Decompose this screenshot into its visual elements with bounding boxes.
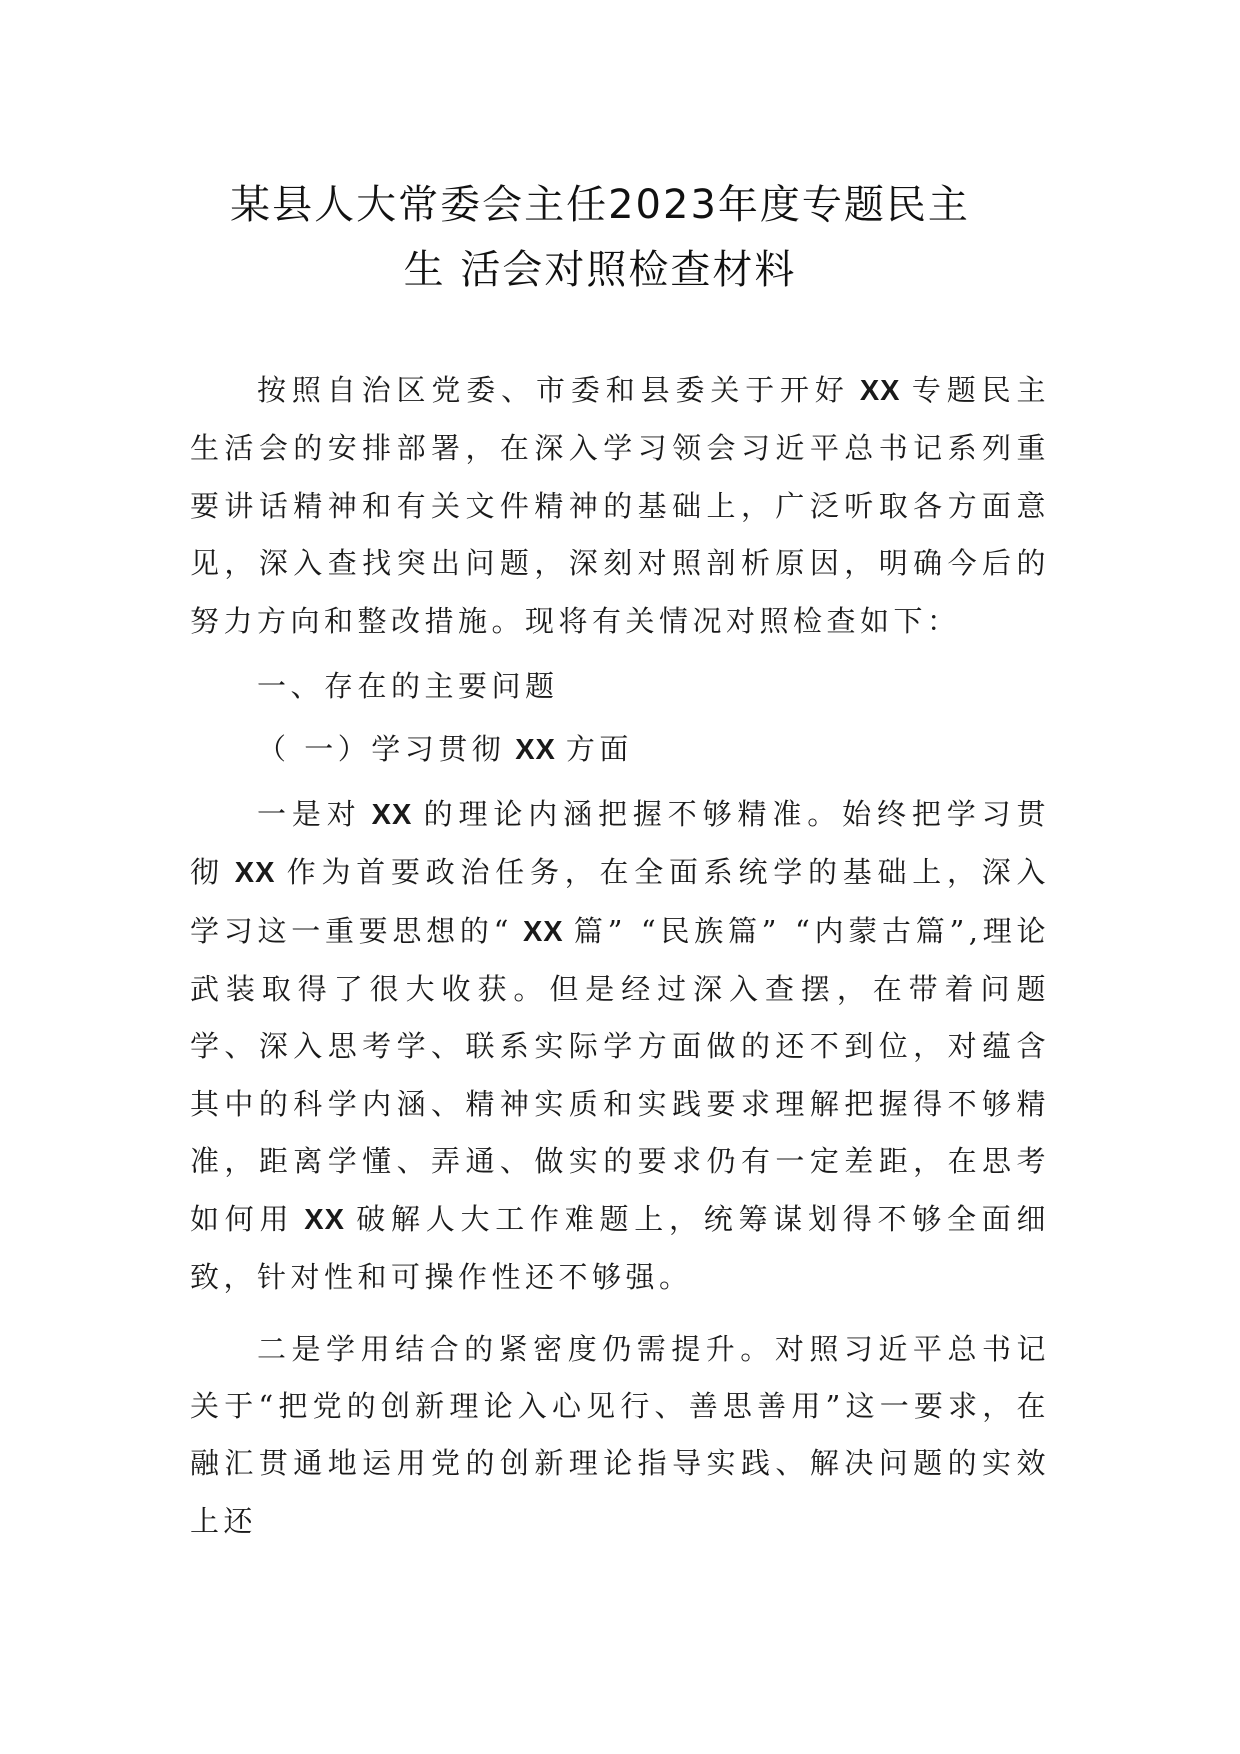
- intro-paragraph: [190, 362, 1050, 650]
- item1-text-a: 一是对: [257, 796, 362, 831]
- item-1-paragraph: [190, 780, 1050, 1307]
- heading2-text-b: 方面: [565, 732, 633, 767]
- placeholder-xx: XX: [522, 915, 564, 948]
- item1-text-c: 作为首要政治任务，在全面系统学的基础上，深入学习这一重要思想的“: [190, 855, 1050, 948]
- document-body: [190, 362, 1050, 1550]
- placeholder-xx: XX: [234, 857, 276, 890]
- section-heading-2: [190, 715, 1050, 779]
- section-heading-1: 一、存在的主要问题: [257, 669, 559, 704]
- intro-text-a: 按照自治区党委、市委和县委关于开好: [257, 373, 850, 407]
- document-title-line-2: 生 活会对照检查材料: [403, 247, 797, 293]
- placeholder-xx: XX: [304, 1203, 345, 1236]
- item-2-paragraph: 二是学用结合的紧密度仍需提升。对照习近平总书记关于“把党的创新理论入心见行、善思善用”这一要求，在融汇贯通地运用党的创新理论指导实践、解决问题的实效上还: [190, 1331, 1050, 1538]
- document-title-line-1: 某县人大常委会主任2023年度专题民主: [230, 182, 970, 228]
- item1-text-b: 的理论内涵把握不够精准。始终把学习贯彻: [190, 796, 1050, 890]
- intro-text-b: 专题民主生活会的安排部署，在深入学习领会习近平总书记系列重要讲话精神和有关文件精神的基础上，广泛听取各方面意见，深入查找突出问题，深刻对照剖析原因，明确今后的努力方向和整改措施。现将有关情况对照检查如下：: [190, 373, 1050, 638]
- placeholder-xx: XX: [859, 375, 901, 407]
- item1-text-d: 篇” “民族篇” “内蒙古篇”,理论武装取得了很大收获。但是经过深入查摆，在带着问题学、深入思考学、联系实际学方面做的还不到位，对蕴含其中的科学内涵、精神实质和实践要求理解把握得不够精准，距离学懂、弄通、做实的要求仍有一定差距，在思考如何用: [190, 913, 1050, 1236]
- heading2-text-a: （ 一）学习贯彻: [257, 732, 506, 767]
- placeholder-xx: XX: [515, 734, 556, 767]
- item1-text-e: 破解人大工作难题上，统筹谋划得不够全面细致，针对性和可操作性还不够强。: [190, 1201, 1050, 1295]
- placeholder-xx: XX: [371, 798, 413, 831]
